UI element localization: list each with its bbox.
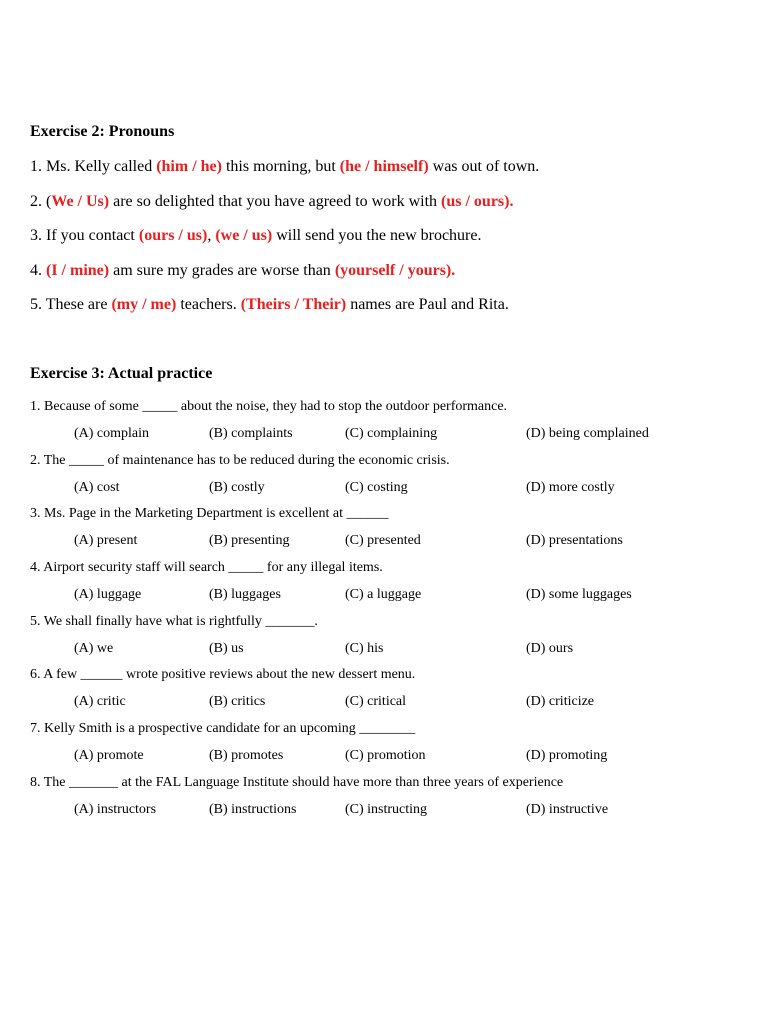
option-d: (D) being complained xyxy=(526,426,649,441)
option-d: (D) presentations xyxy=(526,533,623,549)
option-c: (C) instructing xyxy=(345,801,428,817)
option-b: (B) complaints xyxy=(209,426,293,441)
option-d: (D) criticize xyxy=(526,694,595,710)
answer-options xyxy=(30,532,623,552)
option-d: (D) instructive xyxy=(526,801,609,817)
answer-choice: (him / he) xyxy=(156,158,222,175)
question-text: 2. ( xyxy=(30,192,52,210)
practice-question-1 xyxy=(30,398,649,452)
option-a: (A) present xyxy=(74,533,138,549)
answer-choice: (us / ours). xyxy=(441,192,514,210)
option-b: (B) critics xyxy=(209,694,266,710)
option-c: (C) his xyxy=(345,640,384,656)
option-a: (A) complain xyxy=(74,426,150,441)
practice-question-6 xyxy=(30,666,595,720)
question-stem: 2. The _____ of maintenance has to be reduced during the economic crisis. xyxy=(30,452,450,468)
question-text: , xyxy=(207,227,216,244)
option-a: (A) promote xyxy=(74,748,144,764)
question-text: 1. Ms. Kelly called xyxy=(30,158,157,175)
option-a: (A) critic xyxy=(74,694,126,710)
practice-question-2 xyxy=(30,452,615,506)
option-c: (C) promotion xyxy=(345,748,426,764)
answer-options xyxy=(30,693,595,713)
answer-choice: (we / us) xyxy=(215,227,273,244)
option-a: (A) luggage xyxy=(74,587,142,603)
practice-question-4 xyxy=(30,559,632,613)
option-b: (B) costly xyxy=(209,479,265,495)
question-stem: 6. A few ______ wrote positive reviews about the new dessert menu. xyxy=(30,667,416,683)
option-d: (D) promoting xyxy=(526,748,608,764)
option-b: (B) us xyxy=(209,640,244,656)
answer-choice: (my / me) xyxy=(111,296,177,313)
pronoun-question-1 xyxy=(30,157,539,192)
answer-options xyxy=(30,801,609,821)
option-d: (D) ours xyxy=(526,640,574,656)
pronoun-exercise-list xyxy=(30,157,539,330)
practice-question-list xyxy=(30,398,649,828)
practice-question-8 xyxy=(30,774,609,828)
answer-options xyxy=(30,640,574,660)
option-c: (C) costing xyxy=(345,479,408,495)
pronoun-question-3 xyxy=(30,226,539,261)
option-d: (D) some luggages xyxy=(526,587,632,603)
question-stem: 3. Ms. Page in the Marketing Department is excellent at ______ xyxy=(30,506,389,522)
question-text: was out of town. xyxy=(428,158,540,175)
answer-choice: (ours / us) xyxy=(138,227,208,244)
exercise-2-title: Exercise 2: Pronouns xyxy=(30,123,175,140)
option-c: (C) presented xyxy=(345,533,421,549)
answer-options xyxy=(30,586,632,606)
option-a: (A) instructors xyxy=(74,801,157,817)
answer-choice: We / Us) xyxy=(51,192,110,210)
question-stem: 7. Kelly Smith is a prospective candidate for an upcoming ________ xyxy=(30,721,416,737)
answer-options xyxy=(30,747,608,767)
option-a: (A) cost xyxy=(74,479,120,495)
option-c: (C) complaining xyxy=(345,426,438,441)
practice-question-7 xyxy=(30,720,608,774)
answer-choice: (Theirs / Their) xyxy=(240,296,347,313)
question-text: 3. If you contact xyxy=(30,227,139,244)
question-text: this morning, but xyxy=(221,158,340,175)
answer-options xyxy=(30,479,615,499)
question-text: will send you the new brochure. xyxy=(272,227,482,244)
question-text: are so delighted that you have agreed to work with xyxy=(109,192,442,210)
option-b: (B) luggages xyxy=(209,587,281,603)
answer-choice: (I / mine) xyxy=(46,261,110,279)
practice-question-5 xyxy=(30,613,574,667)
pronoun-question-4 xyxy=(30,261,539,296)
question-text: am sure my grades are worse than xyxy=(109,261,335,279)
answer-choice: (yourself / yours). xyxy=(334,261,456,279)
question-stem: 4. Airport security staff will search _____ for any illegal items. xyxy=(30,560,383,576)
question-text: teachers. xyxy=(176,296,241,313)
answer-options xyxy=(30,425,649,445)
question-stem: 1. Because of some _____ about the noise, they had to stop the outdoor performance. xyxy=(30,399,508,414)
option-c: (C) a luggage xyxy=(345,587,422,603)
option-b: (B) instructions xyxy=(209,801,297,817)
option-b: (B) presenting xyxy=(209,533,290,549)
question-stem: 8. The _______ at the FAL Language Institute should have more than three years of experience xyxy=(30,774,564,790)
practice-question-3 xyxy=(30,505,623,559)
option-b: (B) promotes xyxy=(209,748,284,764)
pronoun-question-2 xyxy=(30,192,539,227)
question-text: 4. xyxy=(30,261,46,279)
exercise-3-title: Exercise 3: Actual practice xyxy=(30,365,213,382)
question-text: 5. These are xyxy=(30,296,112,313)
answer-choice: (he / himself) xyxy=(339,158,429,175)
question-stem: 5. We shall finally have what is rightfully _______. xyxy=(30,613,318,629)
pronoun-question-5 xyxy=(30,295,539,330)
option-c: (C) critical xyxy=(345,694,407,710)
question-text: names are Paul and Rita. xyxy=(346,296,509,313)
option-d: (D) more costly xyxy=(526,479,615,495)
option-a: (A) we xyxy=(74,640,114,656)
